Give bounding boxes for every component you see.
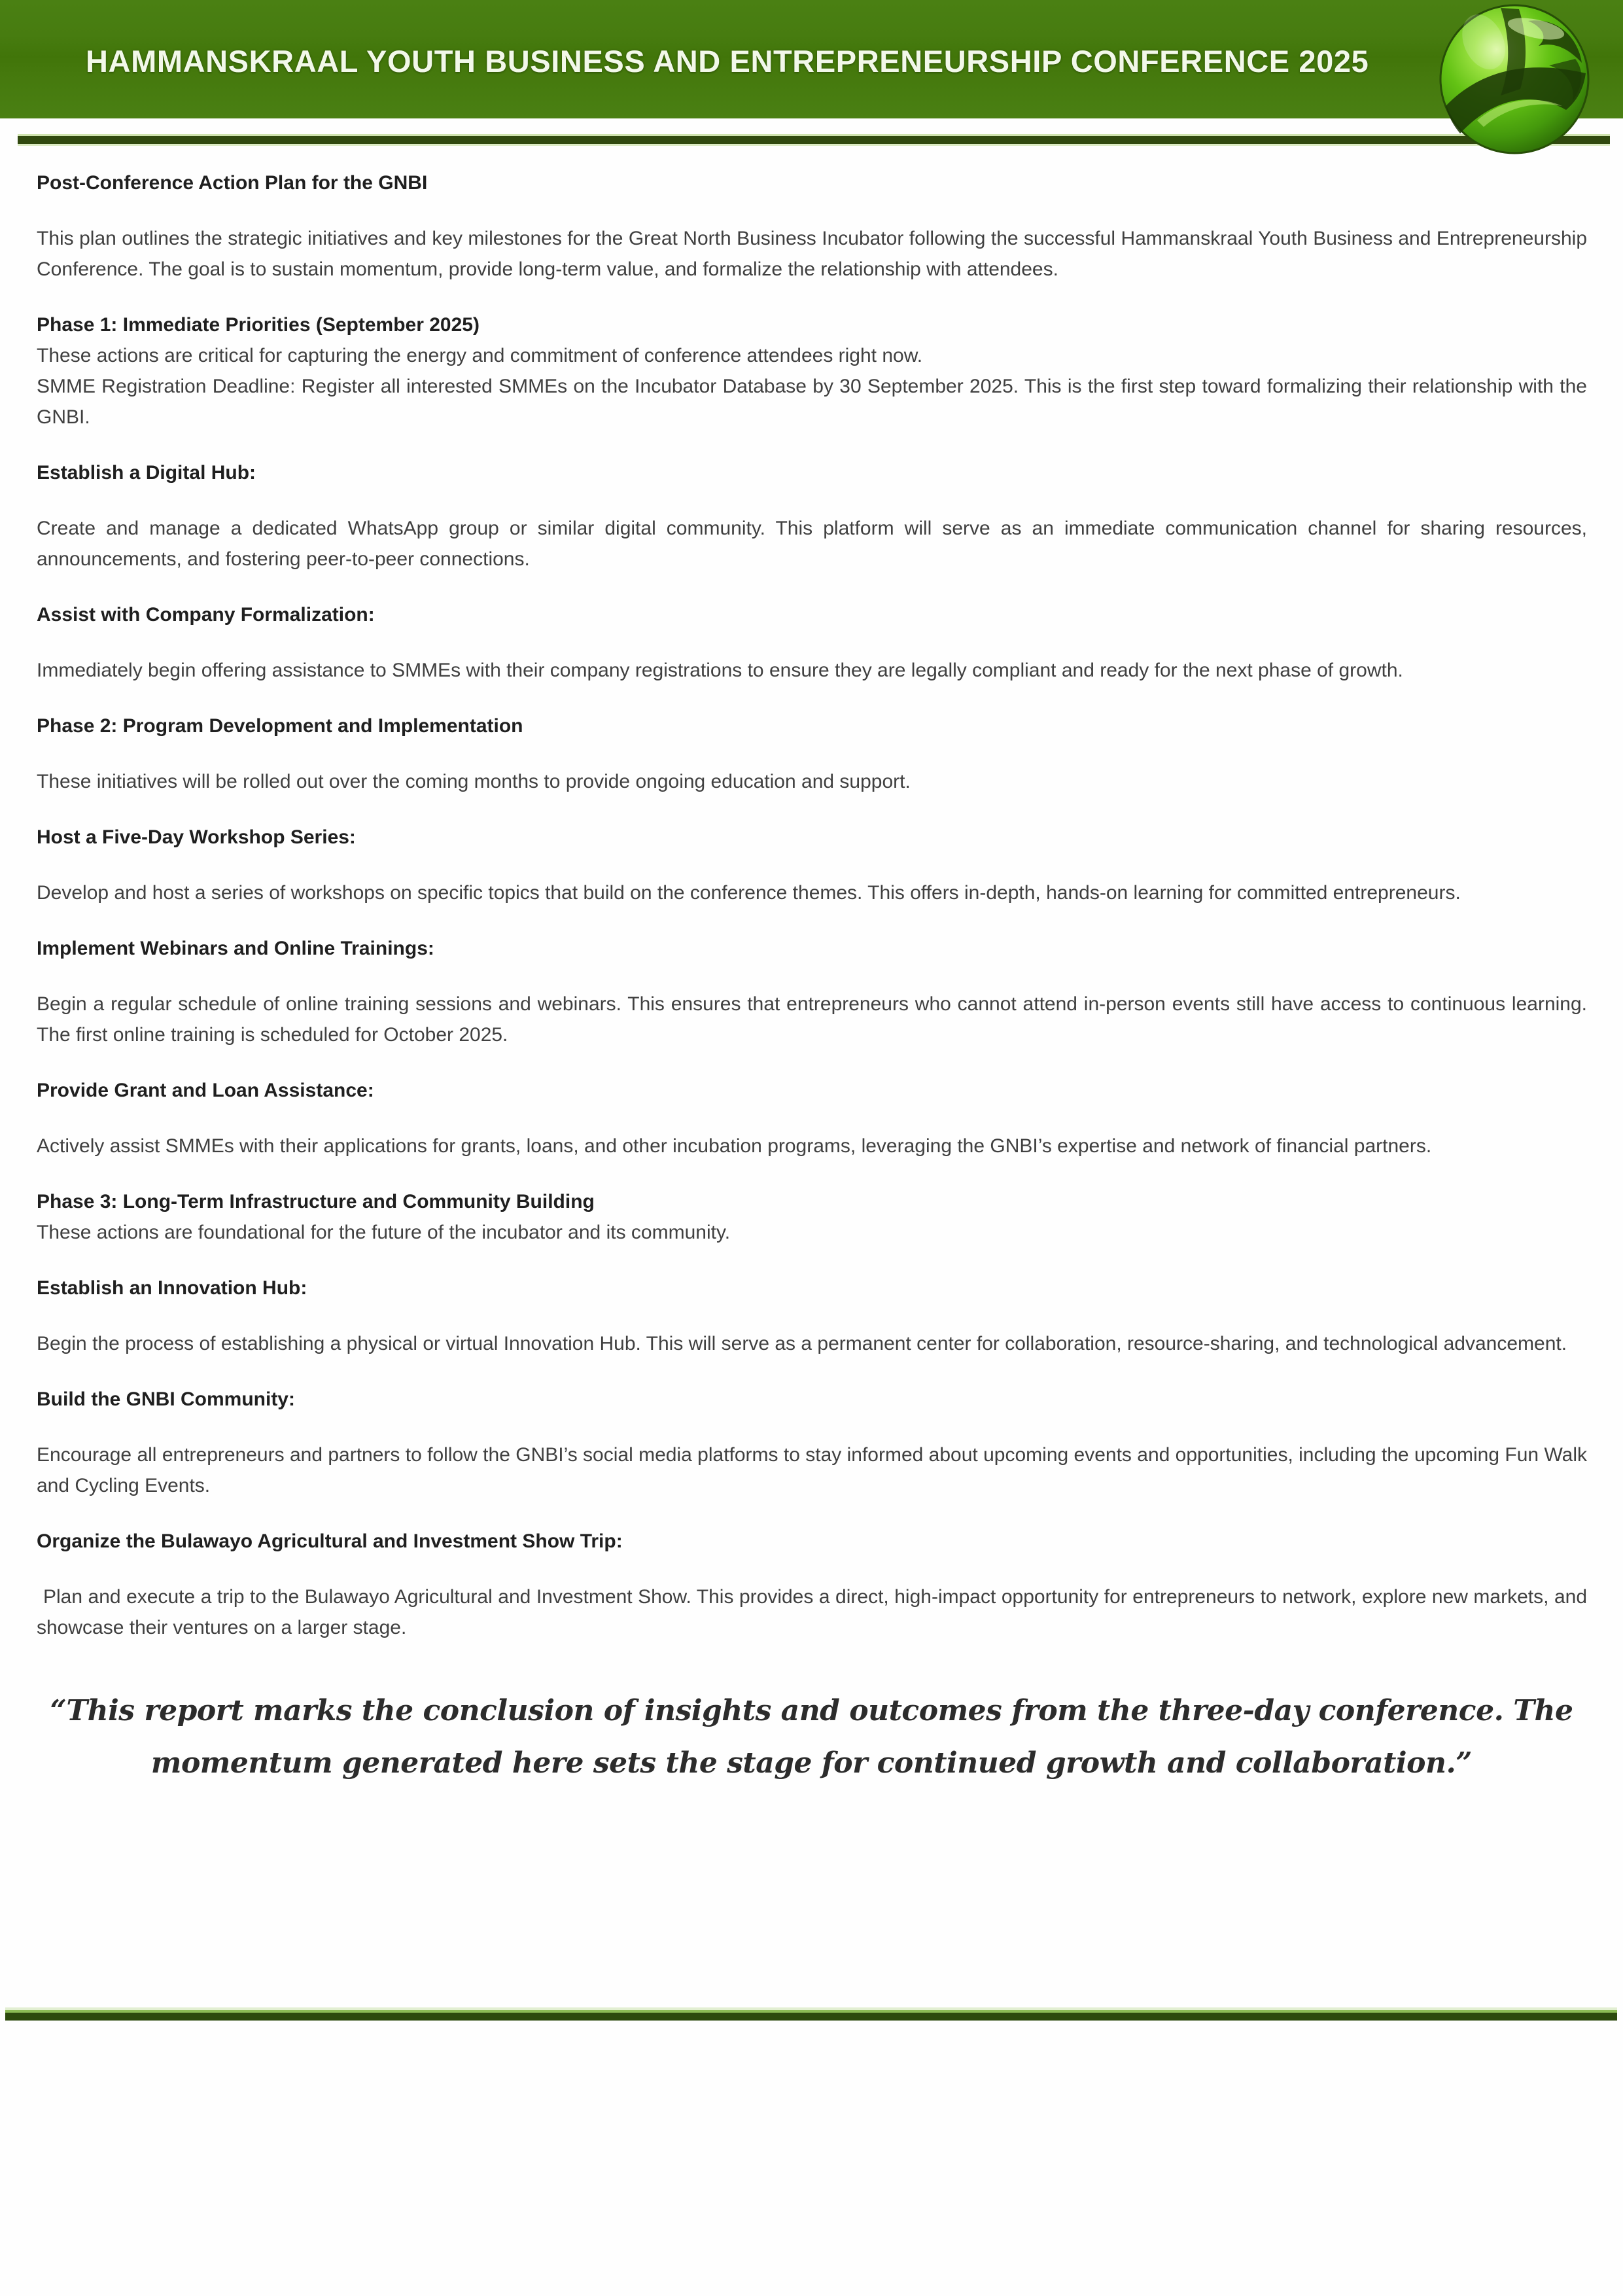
section-heading: Assist with Company Formalization: (37, 604, 375, 626)
section-heading: Phase 3: Long-Term Infrastructure and Community Building (37, 1191, 595, 1212)
section-heading: Establish an Innovation Hub: (37, 1277, 307, 1299)
footer-divider (5, 2010, 1617, 2021)
header-divider (18, 134, 1610, 146)
section-heading: Host a Five-Day Workshop Series: (37, 826, 356, 848)
paragraph: Actively assist SMMEs with their applications for grants, loans, and other incubation programs, leveraging the GNBI’s expertise and network of financial partners. (37, 1135, 1432, 1157)
closing-quote: “This report marks the conclusion of insights and outcomes from the three-day conference. The momentum generated here sets the stage for continued growth and collaboration.” (50, 1694, 1573, 1780)
section-heading: Implement Webinars and Online Trainings: (37, 938, 434, 959)
section-heading: Organize the Bulawayo Agricultural and Investment Show Trip: (37, 1530, 623, 1552)
paragraph: These actions are foundational for the future of the incubator and its community. (37, 1222, 731, 1243)
section-heading: Post-Conference Action Plan for the GNBI (37, 172, 428, 194)
paragraph: Develop and host a series of workshops on specific topics that build on the conference themes. This offers in-depth, hands-on learning for committed entrepreneurs. (37, 882, 1461, 904)
paragraph: Encourage all entrepreneurs and partners to follow the GNBI’s social media platforms to stay informed about upcoming events and opportunities, including the upcoming Fun Walk and Cycling Events. (37, 1444, 1587, 1496)
paragraph: Immediately begin offering assistance to SMMEs with their company registrations to ensure they are legally compliant and ready for the next phase of growth. (37, 660, 1403, 681)
section-heading: Provide Grant and Loan Assistance: (37, 1080, 374, 1101)
paragraph: Plan and execute a trip to the Bulawayo Agricultural and Investment Show. This provides a direct, high-impact opportunity for entrepreneurs to network, explore new markets, and showcase their ventures on a larger stage. (37, 1586, 1587, 1638)
paragraph: This plan outlines the strategic initiatives and key milestones for the Great North Business Incubator following the successful Hammanskraal Youth Business and Entrepreneurship Conference. The goal is to sustain momentum, provide long-term value, and formalize the relationship with attendees. (37, 228, 1587, 280)
section-heading: Establish a Digital Hub: (37, 462, 256, 484)
header-bar (0, 0, 1623, 118)
document-body (0, 146, 1623, 1643)
paragraph: Begin the process of establishing a physical or virtual Innovation Hub. This will serve as a permanent center for collaboration, resource-sharing, and technological advancement. (37, 1333, 1567, 1354)
globe-logo-icon (1438, 3, 1591, 156)
section-heading: Phase 2: Program Development and Implementation (37, 715, 523, 737)
section-heading: Phase 1: Immediate Priorities (September 2025) (37, 314, 480, 336)
page-title: HAMMANSKRAAL YOUTH BUSINESS AND ENTREPRENEURSHIP CONFERENCE 2025 (86, 44, 1369, 79)
paragraph: These initiatives will be rolled out over the coming months to provide ongoing education and support. (37, 771, 911, 792)
paragraph: Begin a regular schedule of online training sessions and webinars. This ensures that entrepreneurs who cannot attend in-person events still have access to continuous learning. The first online training is scheduled for October 2025. (37, 993, 1587, 1046)
paragraph: Create and manage a dedicated WhatsApp group or similar digital community. This platform will serve as an immediate communication channel for sharing resources, announcements, and fostering peer-to-peer connections. (37, 518, 1587, 570)
section-heading: Build the GNBI Community: (37, 1388, 295, 1410)
paragraph: SMME Registration Deadline: Register all interested SMMEs on the Incubator Database by 30 September 2025. This is the first step toward formalizing their relationship with the GNBI. (37, 376, 1587, 428)
paragraph: These actions are critical for capturing the energy and commitment of conference attendees right now. (37, 345, 923, 366)
